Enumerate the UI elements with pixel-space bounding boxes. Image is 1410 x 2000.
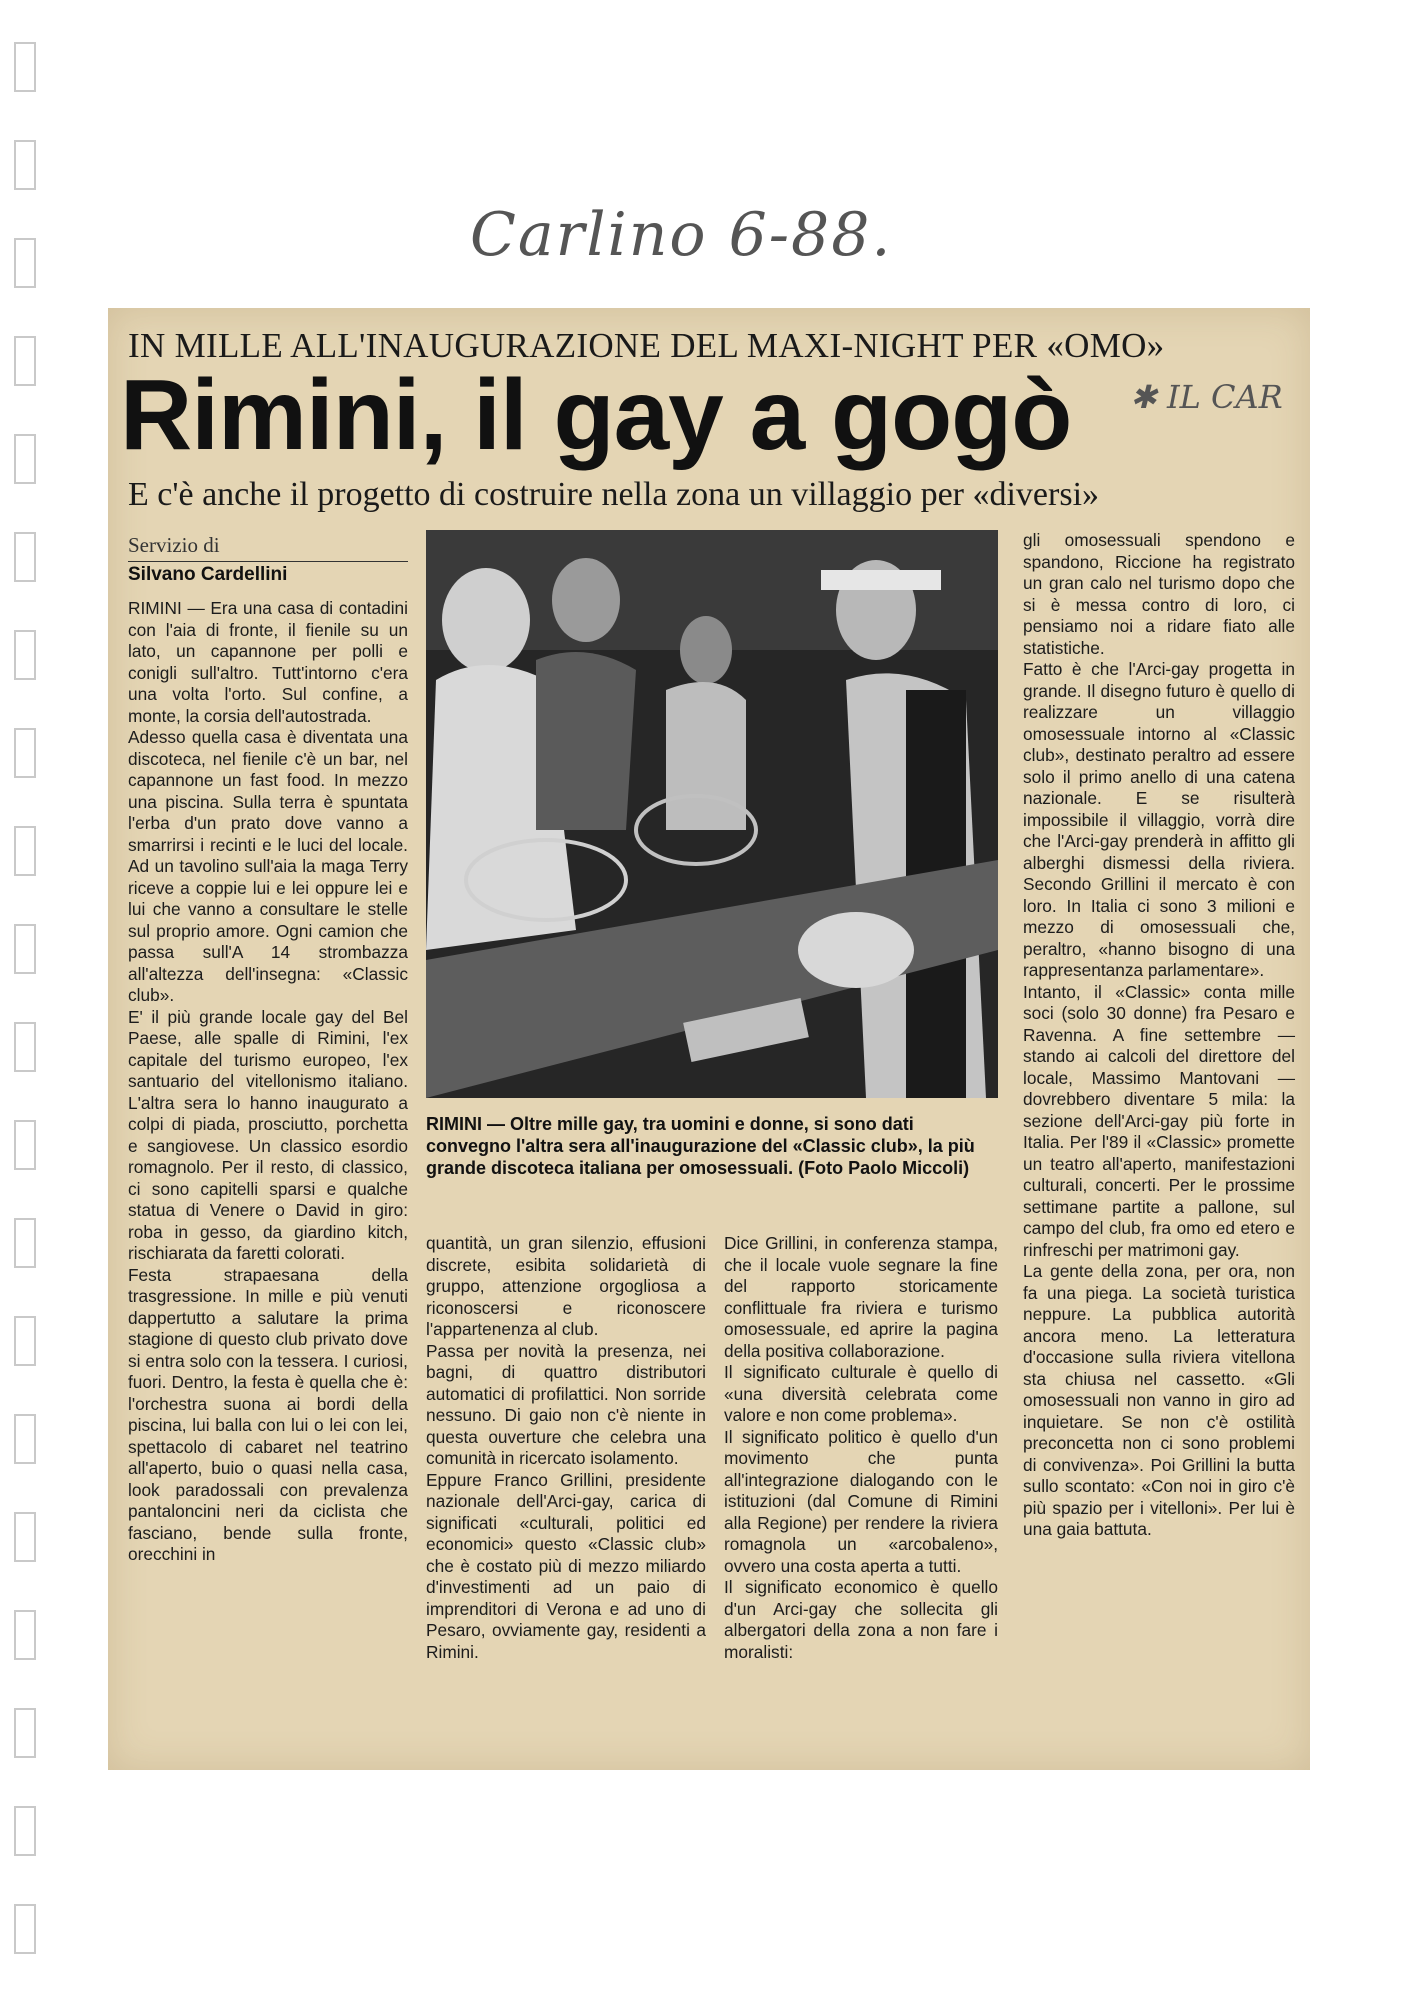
binder-hole [14,630,36,680]
article-photo [426,530,998,1098]
byline-prefix: Servizio di [128,533,220,557]
paragraph: Intanto, il «Classic» conta mille soci (solo 30 donne) fra Pesaro e Ravenna. A fine settembre — stando ai calcoli del direttore del locale, Massimo Mantovani — dovrebbero diventare 5 mila: la sezione dell'Arci-gay più forte in Italia. Per l'89 il «Classic» promette un teatro all'aperto, manifestazioni culturali, concerti. Per le prossime settimane partite a pallone, sul campo del club, fra omo ed etero e rinfreschi per matrimoni gay. [1023,981,1295,1260]
article-column-1 [128,598,408,1566]
binder-hole [14,924,36,974]
binder-hole [14,826,36,876]
binder-hole [14,1610,36,1660]
article-headline: Rimini, il gay a gogò [120,359,1072,471]
paragraph: La gente della zona, per ora, non fa una piega. La società turistica neppure. La pubblica autorità ancora meno. La letteratura d'occasione sulla riviera vitellona sta chiusa nel cassetto. «Gli omosessuali non vanno in giro ad inquietare. Se non c'è ostilità preconcetta non ci sono problemi di convivenza». Poi Grillini la butta sullo scontato: «Con noi in giro c'è più spazio per i vitelloni». Per lui è una gaia battuta. [1023,1261,1295,1539]
binder-hole [14,336,36,386]
paragraph: Dice Grillini, in conferenza stampa, che il locale vuole segnare la fine del rapporto storicamente conflittuale fra riviera e turismo omosessuale, ed aprire la pagina della positiva collaborazione. [724,1233,998,1361]
article-column-2 [426,1233,706,1663]
paragraph: RIMINI — Era una casa di contadini con l'aia di fronte, il fienile su un lato, un capannone per polli e conigli sull'altro. Tutt'intorno c'era una volta l'orto. Sul confine, a monte, la corsia dell'autostrada. [128,598,408,726]
binder-hole [14,1414,36,1464]
paragraph: Eppure Franco Grillini, presidente nazionale dell'Arci-gay, carica di significati «culturali, politici ed economici» questo «Classic club» che è costato più di mezzo miliardo d'investimenti ad un paio di imprenditori di Verona e ad uno di Pesaro, ovviamente gay, residenti a Rimini. [426,1469,706,1662]
binder-hole [14,1512,36,1562]
paragraph: Passa per novità la presenza, nei bagni, di quattro distributori automatici di profilattici. Non sorride nessuno. Di gaio non c'è niente in questa ouverture che celebra una comunità in ricercato isolamento. [426,1340,706,1468]
paragraph: Festa strapaesana della trasgressione. In mille e più venuti dappertutto a salutare la prima stagione di questo club privato dove si entra solo con la tessera. I curiosi, fuori. Dentro, la festa è quella che è: l'orchestra suona ai bordi della piscina, lui balla con lui o lei con lei, spettacolo di cabaret nel teatrino all'aperto, buio o quasi nella casa, look paradossali con prevalenza pantaloncini neri da ciclista che fasciano, bende sulla fronte, orecchini in [128,1264,408,1564]
binder-hole [14,42,36,92]
binder-hole [14,1120,36,1170]
binder-hole [14,1708,36,1758]
article-column-4 [1023,530,1295,1541]
handwritten-source-note: Carlino 6-88. [470,200,893,270]
binder-hole [14,1218,36,1268]
paragraph: gli omosessuali spendono e spandono, Riccione ha registrato un gran calo nel turismo dopo che si è messa contro di loro, ci pensiamo noi a ridare fiato alle statistiche. [1023,530,1295,658]
article-subheadline: E c'è anche il progetto di costruire nella zona un villaggio per «diversi» [128,476,1100,513]
binder-hole [14,238,36,288]
paragraph: Il significato culturale è quello di «una diversità celebrata come valore e non come problema». [724,1362,998,1425]
paragraph: Il significato economico è quello d'un Arci-gay che sollecita gli albergatori della zona a non fare i moralisti: [724,1577,998,1662]
binder-hole [14,532,36,582]
paragraph: E' il più grande locale gay del Bel Paese, alle spalle di Rimini, l'ex capitale del turismo europeo, l'ex santuario del vitellonismo italiano. L'altra sera lo hanno inaugurato a colpi di piada, prosciutto, porchetta e sangiovese. Un classico esordio romagnolo. Per il resto, di classico, ci sono capitelli sparsi e qualche statua di Venere o David in giro: roba in gesso, da giardino kitch, rischiarata da faretti colorati. [128,1006,408,1263]
byline-author: Silvano Cardellini [128,561,408,586]
paragraph: Fatto è che l'Arci-gay progetta in grande. Il disegno futuro è quello di realizzare un villaggio omosessuale intorno al «Classic club», destinato peraltro ad essere solo il primo anello di una catena nazionale. E se risulterà impossibile il villaggio, vorrà dire che l'Arci-gay prenderà in affitto gli alberghi dismessi della riviera. Secondo Grillini il mercato è con loro. In Italia ci sono 3 milioni e mezzo di omosessuali che, peraltro, «hanno bisogno di una rappresentanza parlamentare». [1023,659,1295,980]
binder-hole [14,728,36,778]
binder-hole [14,1904,36,1954]
newspaper-clipping [108,308,1310,1770]
binder-hole [14,434,36,484]
binder-hole [14,140,36,190]
paragraph: Il significato politico è quello d'un movimento che punta all'integrazione dialogando con le istituzioni (dal Comune di Rimini alla Regione) per rendere la riviera romagnola un «arcobaleno», ovvero una costa aperta a tutti. [724,1426,998,1576]
paragraph: quantità, un gran silenzio, effusioni discrete, esibita solidarietà di gruppo, attenzione orgogliosa a riconoscersi e riconoscere l'appartenenza al club. [426,1233,706,1339]
handwritten-margin-note: ✱ IL CAR [1130,378,1283,416]
binder-hole [14,1316,36,1366]
paragraph: Adesso quella casa è diventata una discoteca, nel fienile c'è un bar, nel capannone un fast food. In mezzo una piscina. Sulla terra è spuntata l'erba d'un prato dove vanno a smarrirsi i recinti e le luci del locale. Ad un tavolino sull'aia la maga Terry riceve a coppie lui e lei oppure lei e lui che vanno a consultare le stelle sul proprio amore. Ogni camion che passa sull'A 14 strombazza all'altezza dell'insegna: «Classic club». [128,727,408,1005]
photo-caption: RIMINI — Oltre mille gay, tra uomini e donne, si sono dati convegno l'altra sera all'inaugurazione del «Classic club», la più grande discoteca italiana per omosessuali. (Foto Paolo Miccoli) [426,1114,975,1178]
article-kicker: IN MILLE ALL'INAUGURAZIONE DEL MAXI-NIGHT PER «OMO» [128,326,1165,365]
binder-hole [14,1022,36,1072]
binder-hole [14,1806,36,1856]
article-column-3 [724,1233,998,1663]
